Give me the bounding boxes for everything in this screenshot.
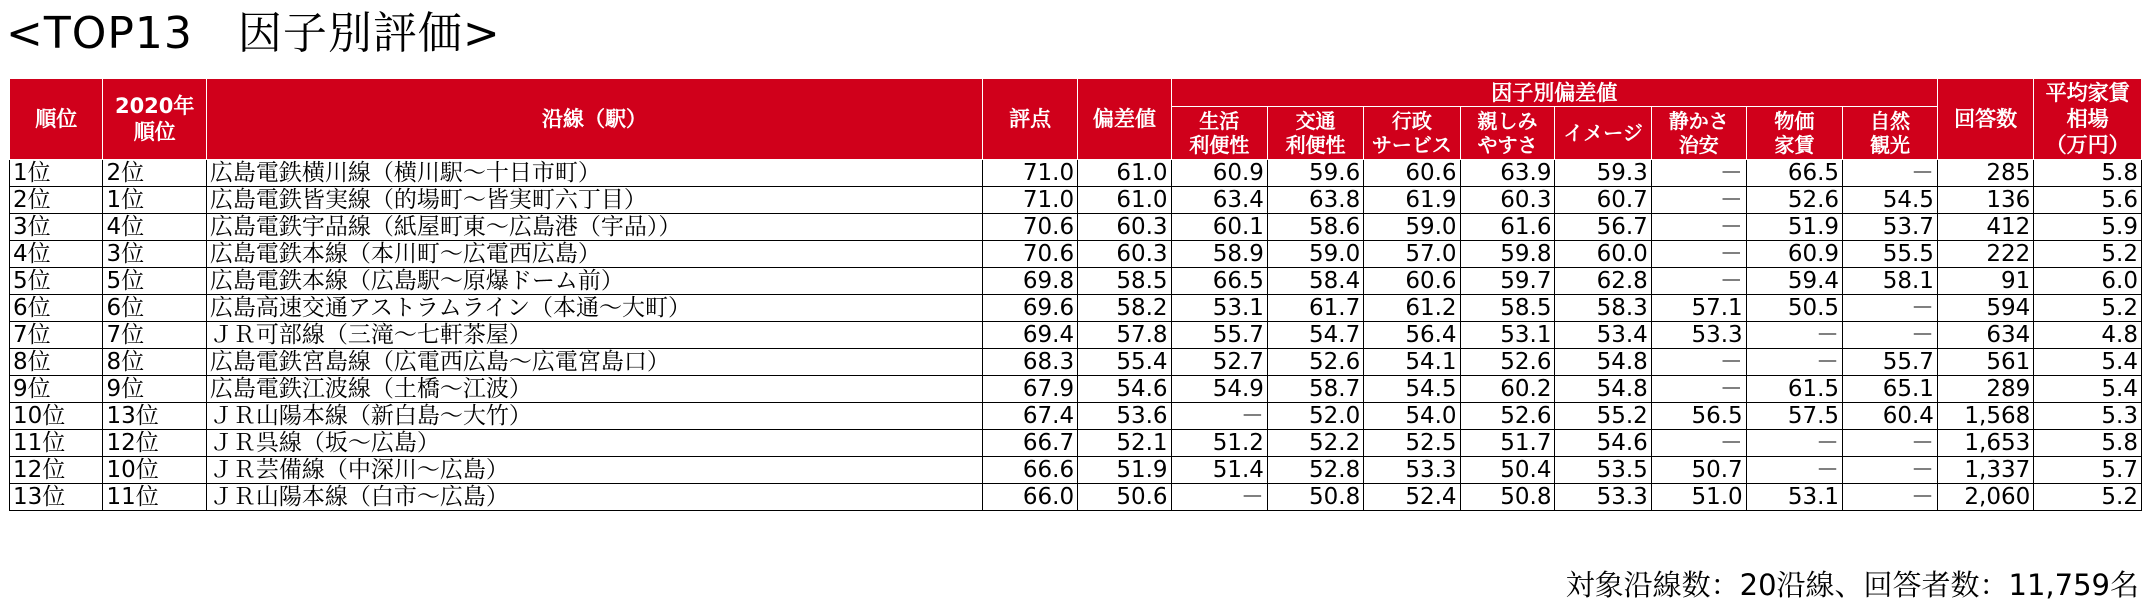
factor-nature-cell: － [1843,430,1938,457]
factor-friendliness-cell: 52.6 [1460,349,1555,376]
rent-cell: 5.2 [2034,295,2142,322]
header-factor-admin: 行政 サービス [1364,107,1460,160]
route-cell: 広島電鉄本線（本川町～広電西広島） [206,241,982,268]
factor-nature-cell: 53.7 [1843,214,1938,241]
rent-cell: 5.3 [2034,403,2142,430]
factor-admin-cell: 52.5 [1364,430,1460,457]
header-score: 評点 [983,79,1078,160]
factor-transport-cell: 58.7 [1267,376,1363,403]
factor-friendliness-cell: 53.1 [1460,322,1555,349]
factor-transport-cell: 52.6 [1267,349,1363,376]
responses-cell: 561 [1937,349,2033,376]
responses-cell: 2,060 [1937,484,2033,511]
factor-admin-cell: 52.4 [1364,484,1460,511]
deviation-cell: 57.8 [1078,322,1171,349]
rank-cell: 6位 [10,295,103,322]
factor-safety-cell: 56.5 [1651,403,1746,430]
rank-2020-cell: 6位 [103,295,206,322]
factor-prices-cell: － [1746,322,1842,349]
score-cell: 70.6 [983,214,1078,241]
header-factor-friendliness: 親しみ やすさ [1460,107,1555,160]
rank-cell: 13位 [10,484,103,511]
table-row [10,322,2142,349]
factor-friendliness-cell: 63.9 [1460,160,1555,187]
factor-image-cell: 59.3 [1555,160,1651,187]
rank-2020-cell: 9位 [103,376,206,403]
deviation-cell: 60.3 [1078,241,1171,268]
footnote: 対象沿線数：20沿線、回答者数：11,759名 [1565,568,2139,602]
route-cell: ＪＲ可部線（三滝～七軒茶屋） [206,322,982,349]
deviation-cell: 53.6 [1078,403,1171,430]
rank-2020-cell: 7位 [103,322,206,349]
responses-cell: 136 [1937,187,2033,214]
factor-admin-cell: 54.1 [1364,349,1460,376]
header-rent: 平均家賃 相場 （万円） [2034,79,2142,160]
factor-transport-cell: 50.8 [1267,484,1363,511]
responses-cell: 222 [1937,241,2033,268]
header-rank: 順位 [10,79,103,160]
deviation-cell: 60.3 [1078,214,1171,241]
header-factor-prices: 物価 家賃 [1746,107,1842,160]
rent-cell: 5.6 [2034,187,2142,214]
rank-cell: 12位 [10,457,103,484]
factor-friendliness-cell: 50.4 [1460,457,1555,484]
header-factor-safety: 静かさ 治安 [1651,107,1746,160]
factor-image-cell: 53.3 [1555,484,1651,511]
factor-admin-cell: 61.2 [1364,295,1460,322]
factor-admin-cell: 56.4 [1364,322,1460,349]
rank-2020-cell: 10位 [103,457,206,484]
factor-image-cell: 62.8 [1555,268,1651,295]
factor-transport-cell: 52.8 [1267,457,1363,484]
rent-cell: 5.2 [2034,484,2142,511]
header-factor-living: 生活 利便性 [1171,107,1267,160]
factor-image-cell: 55.2 [1555,403,1651,430]
route-cell: 広島電鉄横川線（横川駅～十日市町） [206,160,982,187]
score-cell: 69.6 [983,295,1078,322]
rank-cell: 7位 [10,322,103,349]
factor-friendliness-cell: 59.7 [1460,268,1555,295]
factor-admin-cell: 60.6 [1364,160,1460,187]
factor-image-cell: 54.8 [1555,349,1651,376]
rank-2020-cell: 8位 [103,349,206,376]
deviation-cell: 54.6 [1078,376,1171,403]
deviation-cell: 61.0 [1078,187,1171,214]
header-factor-nature: 自然 観光 [1843,107,1938,160]
factor-prices-cell: 60.9 [1746,241,1842,268]
factor-transport-cell: 52.2 [1267,430,1363,457]
factor-image-cell: 54.6 [1555,430,1651,457]
rank-2020-cell: 13位 [103,403,206,430]
score-cell: 68.3 [983,349,1078,376]
factor-safety-cell: 57.1 [1651,295,1746,322]
factor-living-cell: 63.4 [1171,187,1267,214]
factor-living-cell: 54.9 [1171,376,1267,403]
rent-cell: 5.8 [2034,430,2142,457]
factor-image-cell: 54.8 [1555,376,1651,403]
score-cell: 71.0 [983,160,1078,187]
header-factor-group: 因子別偏差値 [1171,79,1937,107]
rent-cell: 6.0 [2034,268,2142,295]
rank-2020-cell: 11位 [103,484,206,511]
factor-image-cell: 58.3 [1555,295,1651,322]
table-row [10,403,2142,430]
factor-prices-cell: 59.4 [1746,268,1842,295]
factor-prices-cell: 66.5 [1746,160,1842,187]
deviation-cell: 51.9 [1078,457,1171,484]
rank-2020-cell: 12位 [103,430,206,457]
rent-cell: 5.2 [2034,241,2142,268]
factor-safety-cell: － [1651,241,1746,268]
factor-nature-cell: 55.5 [1843,241,1938,268]
deviation-cell: 52.1 [1078,430,1171,457]
factor-prices-cell: 53.1 [1746,484,1842,511]
factor-prices-cell: 57.5 [1746,403,1842,430]
factor-transport-cell: 58.6 [1267,214,1363,241]
responses-cell: 1,653 [1937,430,2033,457]
factor-living-cell: － [1171,484,1267,511]
route-cell: 広島高速交通アストラムライン（本通～大町） [206,295,982,322]
factor-living-cell: 66.5 [1171,268,1267,295]
table-body [10,160,2142,511]
factor-living-cell: 60.1 [1171,214,1267,241]
factor-nature-cell: － [1843,457,1938,484]
factor-safety-cell: － [1651,187,1746,214]
factor-friendliness-cell: 60.2 [1460,376,1555,403]
table-row [10,376,2142,403]
rank-cell: 3位 [10,214,103,241]
factor-living-cell: 58.9 [1171,241,1267,268]
factor-prices-cell: 52.6 [1746,187,1842,214]
table-row [10,214,2142,241]
route-cell: ＪＲ芸備線（中深川～広島） [206,457,982,484]
rent-cell: 5.4 [2034,376,2142,403]
rank-2020-cell: 3位 [103,241,206,268]
deviation-cell: 55.4 [1078,349,1171,376]
rank-2020-cell: 4位 [103,214,206,241]
factor-safety-cell: 51.0 [1651,484,1746,511]
table-row [10,241,2142,268]
table-row [10,187,2142,214]
factor-safety-cell: － [1651,214,1746,241]
score-cell: 70.6 [983,241,1078,268]
factor-nature-cell: － [1843,484,1938,511]
route-cell: 広島電鉄宮島線（広電西広島～広電宮島口） [206,349,982,376]
table-row [10,268,2142,295]
factor-admin-cell: 59.0 [1364,214,1460,241]
rank-cell: 5位 [10,268,103,295]
factor-friendliness-cell: 60.3 [1460,187,1555,214]
factor-living-cell: 51.2 [1171,430,1267,457]
deviation-cell: 58.5 [1078,268,1171,295]
factor-prices-cell: － [1746,457,1842,484]
factor-safety-cell: － [1651,376,1746,403]
factor-safety-cell: － [1651,349,1746,376]
factor-living-cell: 52.7 [1171,349,1267,376]
table-row [10,430,2142,457]
factor-transport-cell: 52.0 [1267,403,1363,430]
factor-nature-cell: 60.4 [1843,403,1938,430]
score-cell: 69.4 [983,322,1078,349]
factor-friendliness-cell: 61.6 [1460,214,1555,241]
responses-cell: 289 [1937,376,2033,403]
factor-living-cell: 53.1 [1171,295,1267,322]
rent-cell: 5.9 [2034,214,2142,241]
factor-transport-cell: 59.0 [1267,241,1363,268]
rank-cell: 11位 [10,430,103,457]
factor-living-cell: 51.4 [1171,457,1267,484]
score-cell: 66.0 [983,484,1078,511]
factor-safety-cell: 53.3 [1651,322,1746,349]
factor-prices-cell: － [1746,430,1842,457]
responses-cell: 91 [1937,268,2033,295]
rank-cell: 9位 [10,376,103,403]
factor-admin-cell: 60.6 [1364,268,1460,295]
factor-prices-cell: － [1746,349,1842,376]
page-title: <TOP13 因子別評価> [6,8,501,59]
factor-friendliness-cell: 59.8 [1460,241,1555,268]
deviation-cell: 50.6 [1078,484,1171,511]
factor-admin-cell: 54.0 [1364,403,1460,430]
rent-cell: 5.4 [2034,349,2142,376]
factor-nature-cell: 65.1 [1843,376,1938,403]
score-cell: 71.0 [983,187,1078,214]
factor-nature-cell: 55.7 [1843,349,1938,376]
table-row [10,457,2142,484]
factor-transport-cell: 59.6 [1267,160,1363,187]
factor-admin-cell: 54.5 [1364,376,1460,403]
route-cell: ＪＲ山陽本線（新白島～大竹） [206,403,982,430]
header-rank-2020: 2020年 順位 [103,79,206,160]
header-factor-transport: 交通 利便性 [1267,107,1363,160]
responses-cell: 594 [1937,295,2033,322]
factor-friendliness-cell: 50.8 [1460,484,1555,511]
factor-prices-cell: 50.5 [1746,295,1842,322]
factor-living-cell: 60.9 [1171,160,1267,187]
table-row [10,160,2142,187]
route-cell: 広島電鉄江波線（土橋～江波） [206,376,982,403]
factor-safety-cell: － [1651,430,1746,457]
responses-cell: 285 [1937,160,2033,187]
factor-admin-cell: 53.3 [1364,457,1460,484]
route-cell: ＪＲ呉線（坂～広島） [206,430,982,457]
factor-nature-cell: 54.5 [1843,187,1938,214]
route-cell: ＪＲ山陽本線（白市～広島） [206,484,982,511]
factor-image-cell: 53.5 [1555,457,1651,484]
factor-safety-cell: 50.7 [1651,457,1746,484]
factor-safety-cell: － [1651,268,1746,295]
rank-cell: 8位 [10,349,103,376]
rent-cell: 5.7 [2034,457,2142,484]
table-row [10,484,2142,511]
factor-friendliness-cell: 51.7 [1460,430,1555,457]
responses-cell: 412 [1937,214,2033,241]
factor-image-cell: 60.7 [1555,187,1651,214]
factor-transport-cell: 61.7 [1267,295,1363,322]
factor-transport-cell: 54.7 [1267,322,1363,349]
rank-cell: 4位 [10,241,103,268]
factor-nature-cell: － [1843,295,1938,322]
rank-cell: 1位 [10,160,103,187]
factor-prices-cell: 51.9 [1746,214,1842,241]
rank-2020-cell: 2位 [103,160,206,187]
factor-transport-cell: 63.8 [1267,187,1363,214]
header-factor-image: イメージ [1555,107,1651,160]
factor-nature-cell: 58.1 [1843,268,1938,295]
deviation-cell: 61.0 [1078,160,1171,187]
header-deviation: 偏差値 [1078,79,1171,160]
factor-transport-cell: 58.4 [1267,268,1363,295]
score-cell: 66.6 [983,457,1078,484]
rank-2020-cell: 5位 [103,268,206,295]
rank-cell: 10位 [10,403,103,430]
route-cell: 広島電鉄皆実線（的場町～皆実町六丁目） [206,187,982,214]
responses-cell: 634 [1937,322,2033,349]
header-responses: 回答数 [1937,79,2033,160]
factor-image-cell: 56.7 [1555,214,1651,241]
table-row [10,295,2142,322]
factor-living-cell: 55.7 [1171,322,1267,349]
table-row [10,349,2142,376]
responses-cell: 1,337 [1937,457,2033,484]
route-cell: 広島電鉄本線（広島駅～原爆ドーム前） [206,268,982,295]
factor-nature-cell: － [1843,322,1938,349]
header-route: 沿線（駅） [206,79,982,160]
responses-cell: 1,568 [1937,403,2033,430]
route-cell: 広島電鉄宇品線（紙屋町東～広島港（宇品）） [206,214,982,241]
factor-friendliness-cell: 52.6 [1460,403,1555,430]
factor-image-cell: 60.0 [1555,241,1651,268]
factor-admin-cell: 57.0 [1364,241,1460,268]
factor-prices-cell: 61.5 [1746,376,1842,403]
ranking-table [9,78,2142,511]
score-cell: 69.8 [983,268,1078,295]
rank-2020-cell: 1位 [103,187,206,214]
score-cell: 66.7 [983,430,1078,457]
rent-cell: 5.8 [2034,160,2142,187]
factor-nature-cell: － [1843,160,1938,187]
factor-admin-cell: 61.9 [1364,187,1460,214]
score-cell: 67.9 [983,376,1078,403]
factor-image-cell: 53.4 [1555,322,1651,349]
factor-friendliness-cell: 58.5 [1460,295,1555,322]
rent-cell: 4.8 [2034,322,2142,349]
factor-living-cell: － [1171,403,1267,430]
factor-safety-cell: － [1651,160,1746,187]
score-cell: 67.4 [983,403,1078,430]
rank-cell: 2位 [10,187,103,214]
deviation-cell: 58.2 [1078,295,1171,322]
